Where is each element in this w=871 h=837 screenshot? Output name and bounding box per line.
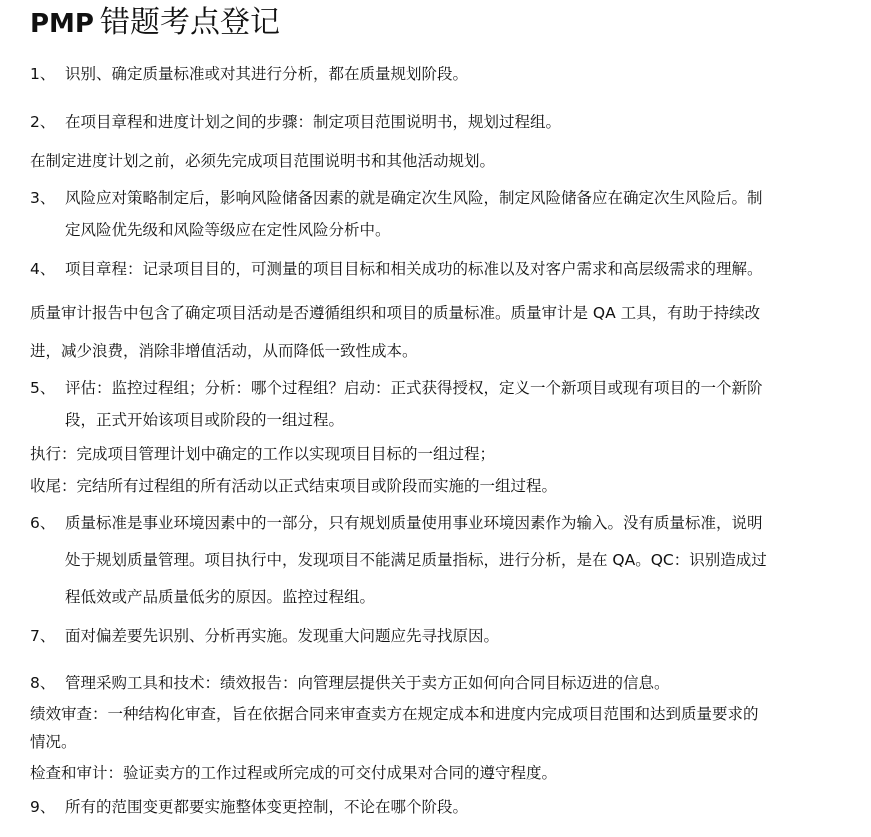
title-main: 错题考点登记 [99,5,280,40]
item-number: 1、 [30,65,56,83]
item-text: 在项目章程和进度计划之间的步骤：制定项目范围说明书，规划过程组。 [65,113,562,131]
item-text: 评估：监控过程组；分析：哪个过程组？启动：正式获得授权，定义一个新项目或现有项目的一个新阶 [65,379,763,397]
item-text-continued: 段，正式开始该项目或阶段的一组过程。 [65,411,345,429]
item-number: 7、 [30,627,56,645]
item-text-continued: 程低效或产品质量低劣的原因。监控过程组。 [65,588,376,606]
item-number: 9、 [30,798,56,816]
paragraph-line: 收尾：完结所有过程组的所有活动以正式结束项目或阶段而实施的一组过程。 [30,477,558,495]
item-text: 管理采购工具和技术：绩效报告：向管理层提供关于卖方正如何向合同目标迈进的信息。 [65,674,670,692]
paragraph-line: 情况。 [30,733,77,751]
item-text: 质量标准是事业环境因素中的一部分，只有规划质量使用事业环境因素作为输入。没有质量标准，说明 [65,514,763,532]
item-text: 项目章程：记录项目目的，可测量的项目目标和相关成功的标准以及对客户需求和高层级需求的理解。 [65,260,763,278]
item-text: 风险应对策略制定后，影响风险储备因素的就是确定次生风险，制定风险储备应在确定次生风险后。制 [65,189,763,207]
paragraph-line: 进，减少浪费，消除非增值活动，从而降低一致性成本。 [30,342,418,360]
paragraph-line: 质量审计报告中包含了确定项目活动是否遵循组织和项目的质量标准。质量审计是 QA 工具，有助于持续改 [30,304,761,322]
item-number: 6、 [30,514,56,532]
paragraph-line: 绩效审查：一种结构化审查，旨在依据合同来审查卖方在规定成本和进度内完成项目范围和达到质量要求的 [30,705,759,723]
title-prefix: PMP [30,9,94,39]
item-number: 4、 [30,260,56,278]
item-text-continued: 处于规划质量管理。项目执行中，发现项目不能满足质量指标，进行分析，是在 QA。QC：识别造成过 [65,551,767,569]
item-number: 8、 [30,674,56,692]
item-number: 2、 [30,113,56,131]
item-text: 识别、确定质量标准或对其进行分析，都在质量规划阶段。 [65,65,469,83]
item-text: 所有的范围变更都要实施整体变更控制，不论在哪个阶段。 [65,798,469,816]
item-text-continued: 定风险优先级和风险等级应在定性风险分析中。 [65,221,391,239]
page-title [30,3,280,44]
item-number: 3、 [30,189,56,207]
paragraph-line: 在制定进度计划之前，必须先完成项目范围说明书和其他活动规划。 [30,152,496,170]
item-number: 5、 [30,379,56,397]
item-text: 面对偏差要先识别、分析再实施。发现重大问题应先寻找原因。 [65,627,500,645]
paragraph-line: 检查和审计：验证卖方的工作过程或所完成的可交付成果对合同的遵守程度。 [30,764,558,782]
paragraph-line: 执行：完成项目管理计划中确定的工作以实现项目目标的一组过程； [30,445,496,463]
